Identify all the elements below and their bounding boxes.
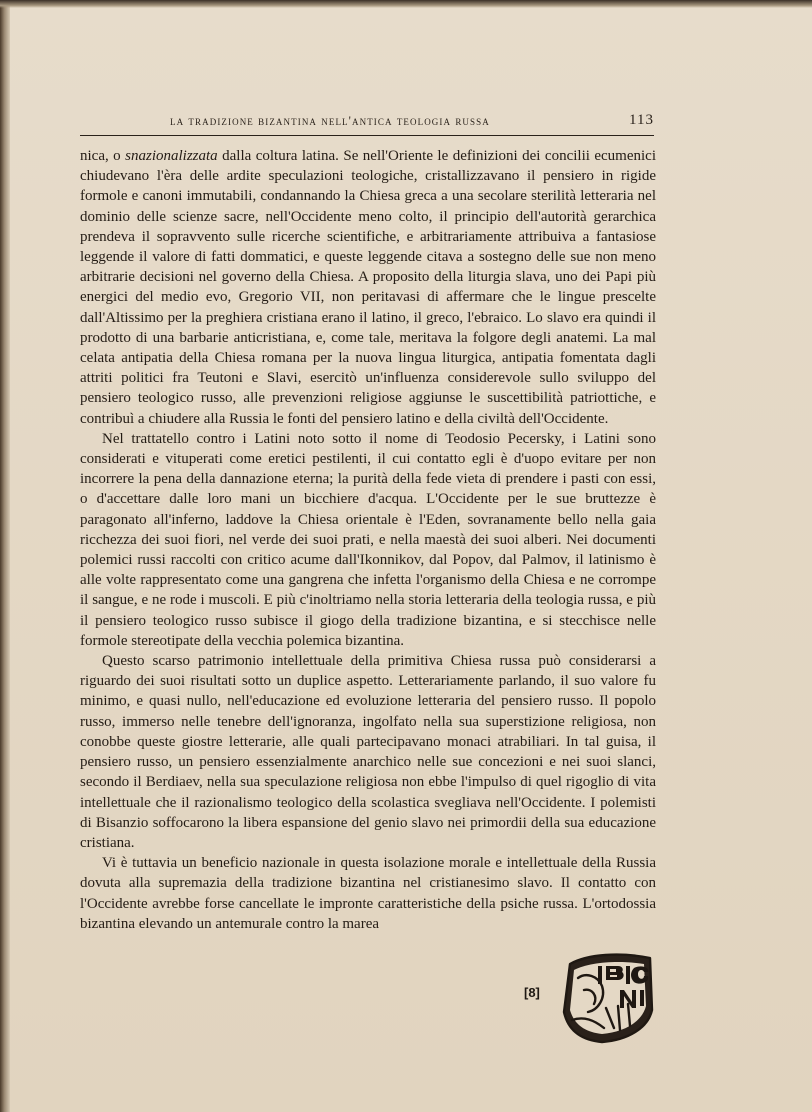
running-header bbox=[80, 112, 654, 134]
paragraph-text: nica, o bbox=[80, 148, 126, 164]
paragraph-text: Questo scarso patrimonio intellettuale della primitiva Chiesa russa può considerarsi a riguardo dei suoi risultati sotto un duplice aspetto. Letterariamente parlando, il suo valore fu minimo, e quasi nullo, nell'educazione ed evoluzione letteraria del pensiero russo. Il popolo russo, immerso nelle tenebre dell'ignoranza, ingolfato nella sua superstizione religiosa, non conobbe queste giostre letterarie, alle quali partecipavano monaci atrabiliari. In tal guisa, il pensiero russo, un pensiero essenzialmente anarchico nelle sue concezioni e nei suoi slanci, secondo il Berdiaev, nella sua speculazione religiosa non ebbe l'impulso di quel rigoglio di vita intellettuale che il razionalismo teologico della scolastica svegliava nell'Occidente. I polemisti di Bisanzio soffocarono la libera espansione del genio slavo nei primordii della sua educazione cristiana. bbox=[80, 653, 656, 851]
page-binding-edge bbox=[0, 0, 10, 1112]
body-text bbox=[80, 146, 656, 934]
paragraph-text: dalla coltura latina. Se nell'Oriente le definizioni dei concilii ecumenici chiudevano l'èra delle ardite speculazioni teologiche, cristallizzavano il pensiero in rigide formole e canoni immutabili, condannando la Chiesa greca a una secolare sterilità letteraria nel dominio delle scienze sacre, nell'Occidente meno colto, il principio dell'autorità gerarchica prendeva il sopravvento sulle ricerche scientifiche, e arbitrariamente attribuiva a fantasiose leggende il valore di fatti dommatici, e queste leggende citava a sostegno delle sue non meno arbitrarie decisioni nel governo della Chiesa. A proposito della liturgia slava, uno dei Papi più energici del medio evo, Gregorio VII, non peritavasi di affermare che le lingue prescelte dall'Altissimo per la preghiera cristiana erano il latino, il greco, l'ebraico. Lo slavo era quindi il prodotto di una barbarie anticristiana, e, come tale, meritava la folgore degli anatemi. La mal celata antipatia della Chiesa romana per la nuova lingua liturgica, antipatia fomentata dagli attriti politici fra Teutoni e Slavi, esercitò un'influenza considerevole sullo sviluppo del pensiero teologico russo, alle prevenzioni religiose aggiunse le suscettibilità patriottiche, e contribuì a chiudere alla Russia le fonti del pensiero latino e della civiltà dell'Occidente. bbox=[80, 148, 656, 427]
header-rule bbox=[80, 135, 654, 136]
paragraph-text: Vi è tuttavia un beneficio nazionale in questa isolazione morale e intellettuale della Russia dovuta alla supremazia della tradizione bizantina nel cristianesimo slavo. Il contatto con l'Occidente avrebbe forse cancellate le impronte caratteristiche della psiche russa. L'ortodossia bizantina elevando un antemurale contro la marea bbox=[80, 855, 656, 932]
running-title: la tradizione bizantina nell'antica teologia russa bbox=[170, 114, 490, 128]
signature-mark: [8] bbox=[524, 985, 540, 1000]
paragraph bbox=[80, 853, 656, 934]
page-top-edge bbox=[0, 0, 812, 8]
paragraph bbox=[80, 146, 656, 429]
paragraph bbox=[80, 429, 656, 651]
paragraph bbox=[80, 651, 656, 853]
italic-text: snazionalizzata bbox=[125, 148, 218, 164]
library-stamp-icon bbox=[558, 950, 658, 1046]
page-number: 113 bbox=[629, 112, 654, 128]
paragraph-text: Nel trattatello contro i Latini noto sotto il nome di Teodosio Pecersky, i Latini sono considerati e vituperati come eretici pestilenti, il cui contatto egli è d'uopo evitare per non incorrere la pena della dannazione eterna; la purità della fede vieta di prendere i pasti con essi, o d'accettare dalle loro mani un bicchiere d'acqua. L'Occidente per le sue bruttezze è paragonato all'inferno, laddove la Chiesa orientale è l'Eden, sovranamente bello nella gaia ricchezza dei suoi fiori, nel verde dei suoi prati, e nella maestà dei suoi alberi. Nei documenti polemici russi raccolti con critico acume dall'Ikonnikov, dal Popov, dal Palmov, il latinismo è alle volte rappresentato come una gangrena che infetta l'organismo della Chiesa e ne corrompe il sangue, e ne rode i muscoli. E più c'inoltriamo nella storia letteraria della teologia russa, e più il pensiero teologico russo subisce il giogo della tradizione bizantina, e si stecchisce nelle formole stereotipate della vecchia polemica bizantina. bbox=[80, 430, 656, 649]
